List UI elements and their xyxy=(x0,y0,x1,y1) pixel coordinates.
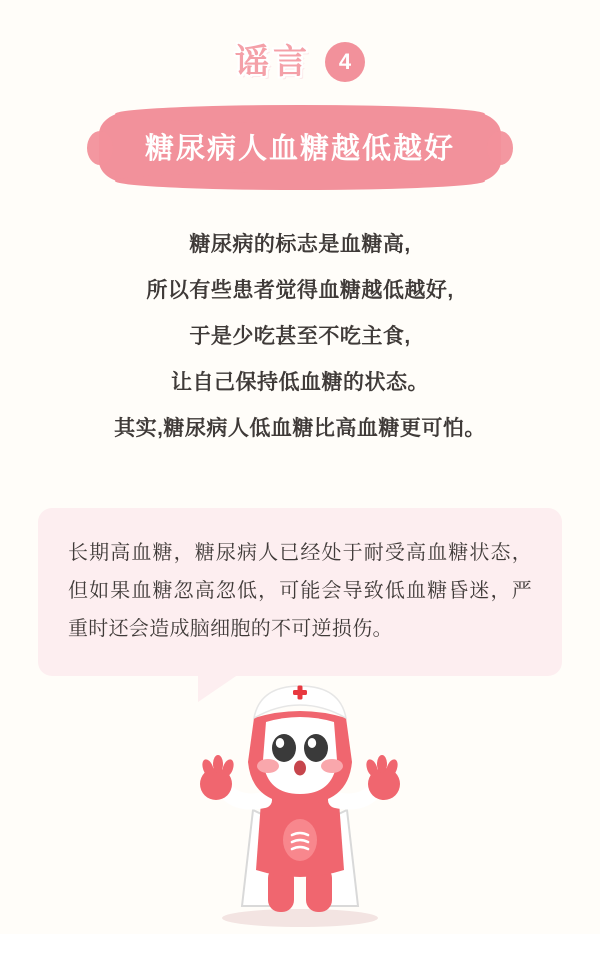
banner-edge-bottom xyxy=(115,172,485,190)
body-line: 其实,糖尿病人低血糖比高血糖更可怕。 xyxy=(114,417,486,440)
speech-bubble-text: 长期高血糖，糖尿病人已经处于耐受高血糖状态，但如果血糖忽高忽低，可能会导致低血糖昏迷，严重时还会造成脑细胞的不可逆损伤。 xyxy=(68,542,532,640)
body-copy xyxy=(0,222,600,452)
rumor-label: 谣言 xyxy=(235,43,311,81)
banner-container xyxy=(0,112,600,183)
footer-band xyxy=(0,934,600,968)
banner-edge-top xyxy=(115,105,485,123)
speech-bubble xyxy=(38,508,562,676)
title-banner xyxy=(99,112,501,183)
rumor-number-badge: 4 xyxy=(325,42,365,82)
body-line: 于是少吃甚至不吃主食, xyxy=(189,325,411,348)
nurse-mascot-illustration xyxy=(150,660,450,940)
banner-title: 糖尿病人血糖越低越好 xyxy=(144,133,455,165)
body-line: 让自己保持低血糖的状态。 xyxy=(171,371,429,394)
rumor-header xyxy=(0,42,600,82)
body-line: 糖尿病的标志是血糖高, xyxy=(189,233,411,256)
nurse-mascot xyxy=(150,660,450,940)
body-line: 所以有些患者觉得血糖越低越好, xyxy=(146,279,454,302)
